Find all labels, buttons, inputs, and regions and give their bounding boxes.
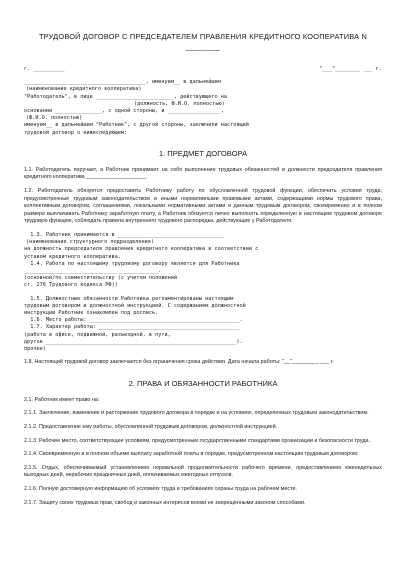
clause-2-1-5: 2.1.5. Отдых, обеспечиваемый установлением нормальной продолжительности рабочего времени, предоставлением еженедельных выходных дней, нерабочих праздничных дней, оплачиваемых ежегодных отпусков. [24,464,382,479]
clause-1-4-caption: (основной/по совместительству (с учетом положений [24,275,178,282]
clause-2-1-7: 2.1.7. Защиту своих трудовых прав, свобод и законных интересов всеми не запрещенными законом способами. [24,499,306,506]
clause-1-4-line: 1.4. Работа по настоящему трудовому договору является для Работника [24,260,240,267]
clause-1-3-line: на должность председателя правления кредитного кооператива в соответствии с [24,246,259,253]
preamble-line: "Работодатель", в лице _________________________, действующего на [24,93,228,100]
clause-2-1-2: 2.1.2. Предоставление ему работы, обусловленной трудовым договором, должностной инструкцией. [24,424,278,431]
document-title: ТРУДОВОЙ ДОГОВОР С ПРЕДСЕДАТЕЛЕМ ПРАВЛЕНИЯ КРЕДИТНОГО КООПЕРАТИВА N ________ [38,32,368,51]
clause-2-1: 2.1. Работник имеет право на: [24,396,100,403]
clause-1-7-line: 1.7. Характер работы: _____________________________________________ [24,324,240,331]
clause-1-3-caption: (наименование структурного подразделения) [26,239,155,246]
preamble-caption: (наименование кредитного кооператива) [26,86,142,93]
clause-1-1: 1.1. Работодатель поручает, а Работник принимает на себя выполнение трудовых обязанностей в должности председателя правления кредитного кооператива ____________________. [24,166,382,181]
clause-1-5-line: инструкции Работник ознакомлен под роспись. [24,310,159,317]
clause-2-1-4: 2.1.4. Своевременную и в полном объеме выплату заработной платы в порядке, предусмотренном настоящим трудовым договором. [24,451,359,458]
clause-1-6-line: 1.6. Место работы: ________________________________________________. [24,317,243,324]
clause-2-1-1: 2.1.1. Заключение, изменение и расторжение трудового договора в порядке и на условиях, определенных трудовым законодательством. [24,410,369,417]
clause-2-1-6: 2.1.6. Полную достоверную информацию об условиях труда и требованиях охраны труда на рабочем месте. [24,485,297,492]
place-date-line [24,66,382,73]
clause-1-7-caption: (работа в офисе, подвижной, разъездной, в пути, [24,331,171,338]
clause-1-8: 1.8. Настоящий трудовой договор заключается без ограничения срока действия. Дата начала работы: "__"_________ ___ г. [24,359,334,366]
clause-1-5-line: 1.5. Должностные обязанности Работника регламентированы настоящим [24,295,234,302]
date-field: "___"________ ___ г. [319,66,382,72]
clause-1-7-caption: прочее) [24,346,46,353]
clause-1-3-line: 1.3. Работник принимается в __________________________________ [24,231,224,238]
preamble-line: _______________________________________, именуем__ в дальнейшем [24,79,221,86]
clause-1-4-line: ___________________________________________. [24,268,162,274]
preamble-line: трудовой договор о нижеследующем: [24,129,128,136]
preamble-line: основании _______________, с одной стороны, и _________________, [24,108,224,115]
clause-2-1-3: 2.1.3. Рабочее место, соответствующее условиям, предусмотренным государственными стандартами организации и безопасности труда. [24,437,370,444]
place-field: г. __________ [24,66,65,72]
preamble-line: именуем__ в дальнейшем "Работник", с другой стороны, заключили настоящий [24,122,249,129]
clause-1-3-line: уставом кредитного кооператива. [24,253,121,260]
clause-1-4-caption: ст. 276 Трудового кодекса РФ)) [24,282,118,289]
clause-1-7-line: другое _____________________________________________________________). [24,338,243,345]
preamble-caption: (должность, Ф.И.О. полностью) [134,100,225,107]
section-2-heading: 2. ПРАВА И ОБЯЗАННОСТИ РАБОТНИКА [128,378,278,388]
preamble-caption: (Ф.И.О. полностью) [26,115,83,122]
clause-1-5-line: трудовым договором и должностной инструкцией. С содержанием должностной [24,302,246,309]
clause-1-2: 1.2. Работодатель обязуется предоставить Работнику работу по обусловленной трудовой функции, обеспечить условия труда, предусмотренные трудовым законодательством и иными нормативными правовыми актами, содержащими нормы трудового права, коллективным договором, соглашениями, локальными нормативными актами и данным трудовым договором, своевременно и в полном размере выплачивать Работнику заработную плату, а Работник обязуется лично выполнять определенную в настоящем трудовом договоре трудовую функцию, соблюдать правила внутреннего трудового распорядка, действующие у Работодателя. [24,188,382,225]
section-1-heading: 1. ПРЕДМЕТ ДОГОВОРА [158,148,248,158]
